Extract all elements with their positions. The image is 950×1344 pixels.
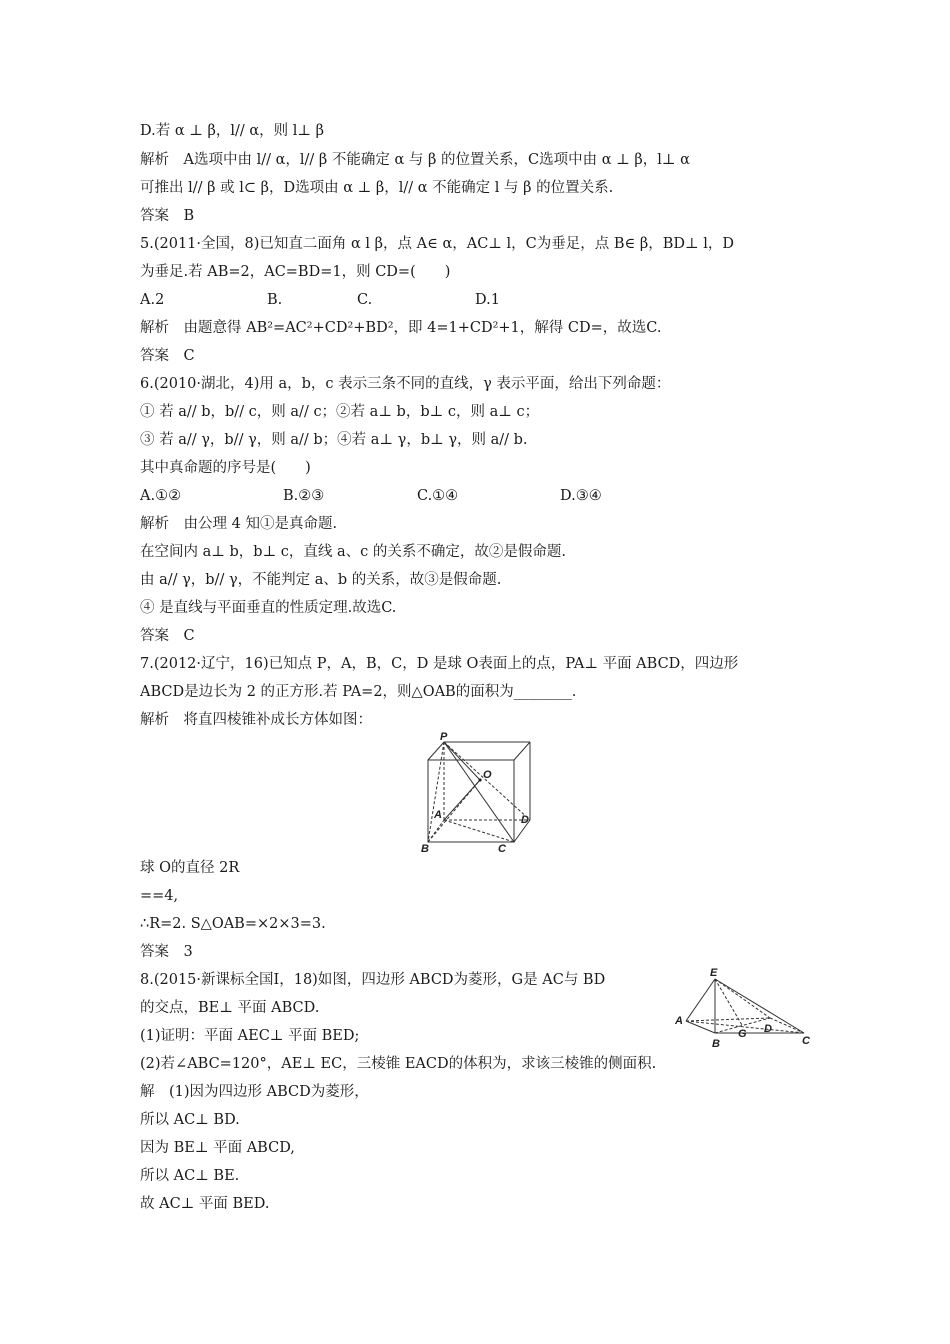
figure-label: O (483, 769, 492, 781)
text-line: 所以 AC⊥ BE. (140, 1168, 240, 1184)
text-line: 因为 BE⊥ 平面 ABCD, (140, 1140, 295, 1156)
pyramid-figure (672, 964, 822, 1052)
text-line: D.若 α ⊥ β，l// α，则 l⊥ β (140, 123, 325, 139)
option-a: A.2 (140, 292, 165, 308)
text-line: 为垂足.若 AB=2，AC=BD=1，则 CD=( ) (140, 264, 451, 280)
text-line: ③ 若 a// γ，b// γ，则 a// b；④若 a⊥ γ，b⊥ γ，则 a// b. (140, 432, 528, 448)
text-line: 的交点，BE⊥ 平面 ABCD. (140, 1000, 320, 1016)
figure-label: G (738, 1028, 747, 1040)
question-7: 7.(2012·辽宁，16)已知点 P，A，B，C，D 是球 O表面上的点，PA⊥ 平面 ABCD，四边形 (140, 656, 739, 672)
option-d: D.③④ (560, 488, 602, 504)
text-line: 解析 由题意得 AB²=AC²+CD²+BD²，即 4=1+CD²+1，解得 CD=，故选C. (140, 320, 662, 336)
option-c: C. (357, 292, 373, 308)
answer-line: 答案 C (140, 348, 195, 364)
text-line: (2)若∠ABC=120°，AE⊥ EC，三棱锥 EACD的体积为，求该三棱锥的侧面积. (140, 1056, 657, 1072)
option-a: A.①② (140, 488, 182, 504)
option-b: B. (267, 292, 283, 308)
answer-line: 答案 C (140, 628, 195, 644)
figure-label: D (764, 1023, 772, 1035)
text-line: ==4, (140, 888, 179, 904)
answer-line: 答案 B (140, 208, 195, 224)
figure-label: C (498, 843, 506, 855)
figure-label: B (712, 1038, 720, 1050)
text-line: 解析 由公理 4 知①是真命题. (140, 516, 338, 532)
text-line: 可推出 l// β 或 l⊂ β，D选项由 α ⊥ β，l// α 不能确定 l 与 β 的位置关系. (140, 180, 614, 196)
question-5: 5.(2011·全国，8)已知直二面角 α l β，点 A∈ α，AC⊥ l，C为垂足，点 B∈ β，BD⊥ l，D (140, 236, 735, 252)
text-line: ABCD是边长为 2 的正方形.若 PA=2，则△OAB的面积为________. (140, 684, 577, 700)
figure-label: P (440, 731, 448, 743)
figure-label: B (421, 843, 429, 855)
text-line: 解 (1)因为四边形 ABCD为菱形， (140, 1084, 369, 1100)
text-line: 解析 A选项中由 l// α，l// β 不能确定 α 与 β 的位置关系，C选项中由 α ⊥ β，l⊥ α (140, 152, 690, 168)
cuboid-figure (410, 730, 540, 856)
question-6: 6.(2010·湖北，4)用 a，b，c 表示三条不同的直线，γ 表示平面，给出下列命题： (140, 376, 671, 392)
figure-label: E (710, 967, 718, 979)
figure-label: C (802, 1035, 810, 1047)
text-line: 由 a// γ，b// γ，不能判定 a、b 的关系，故③是假命题. (140, 572, 502, 588)
text-line: 其中真命题的序号是( ) (140, 460, 311, 476)
figure-label: A (675, 1015, 683, 1027)
text-line: 故 AC⊥ 平面 BED. (140, 1196, 270, 1212)
figure-label: D (521, 814, 529, 826)
text-line: ∴R=2. S△OAB=×2×3=3. (140, 916, 326, 932)
figure-label: A (434, 809, 442, 821)
option-c: C.①④ (417, 488, 459, 504)
text-line: 解析 将直四棱锥补成长方体如图： (140, 712, 372, 728)
text-line: 球 O的直径 2R (140, 860, 240, 876)
text-line: 所以 AC⊥ BD. (140, 1112, 240, 1128)
question-8: 8.(2015·新课标全国Ⅰ，18)如图，四边形 ABCD为菱形，G是 AC与 BD (140, 972, 606, 988)
option-b: B.②③ (283, 488, 325, 504)
text-line: 在空间内 a⊥ b，b⊥ c，直线 a、c 的关系不确定，故②是假命题. (140, 544, 567, 560)
option-d: D.1 (475, 292, 500, 308)
text-line: (1)证明：平面 AEC⊥ 平面 BED; (140, 1028, 360, 1044)
text-line: ④ 是直线与平面垂直的性质定理.故选C. (140, 600, 397, 616)
answer-line: 答案 3 (140, 944, 193, 960)
text-line: ① 若 a// b，b// c，则 a// c；②若 a⊥ b，b⊥ c，则 a⊥ c； (140, 404, 540, 420)
